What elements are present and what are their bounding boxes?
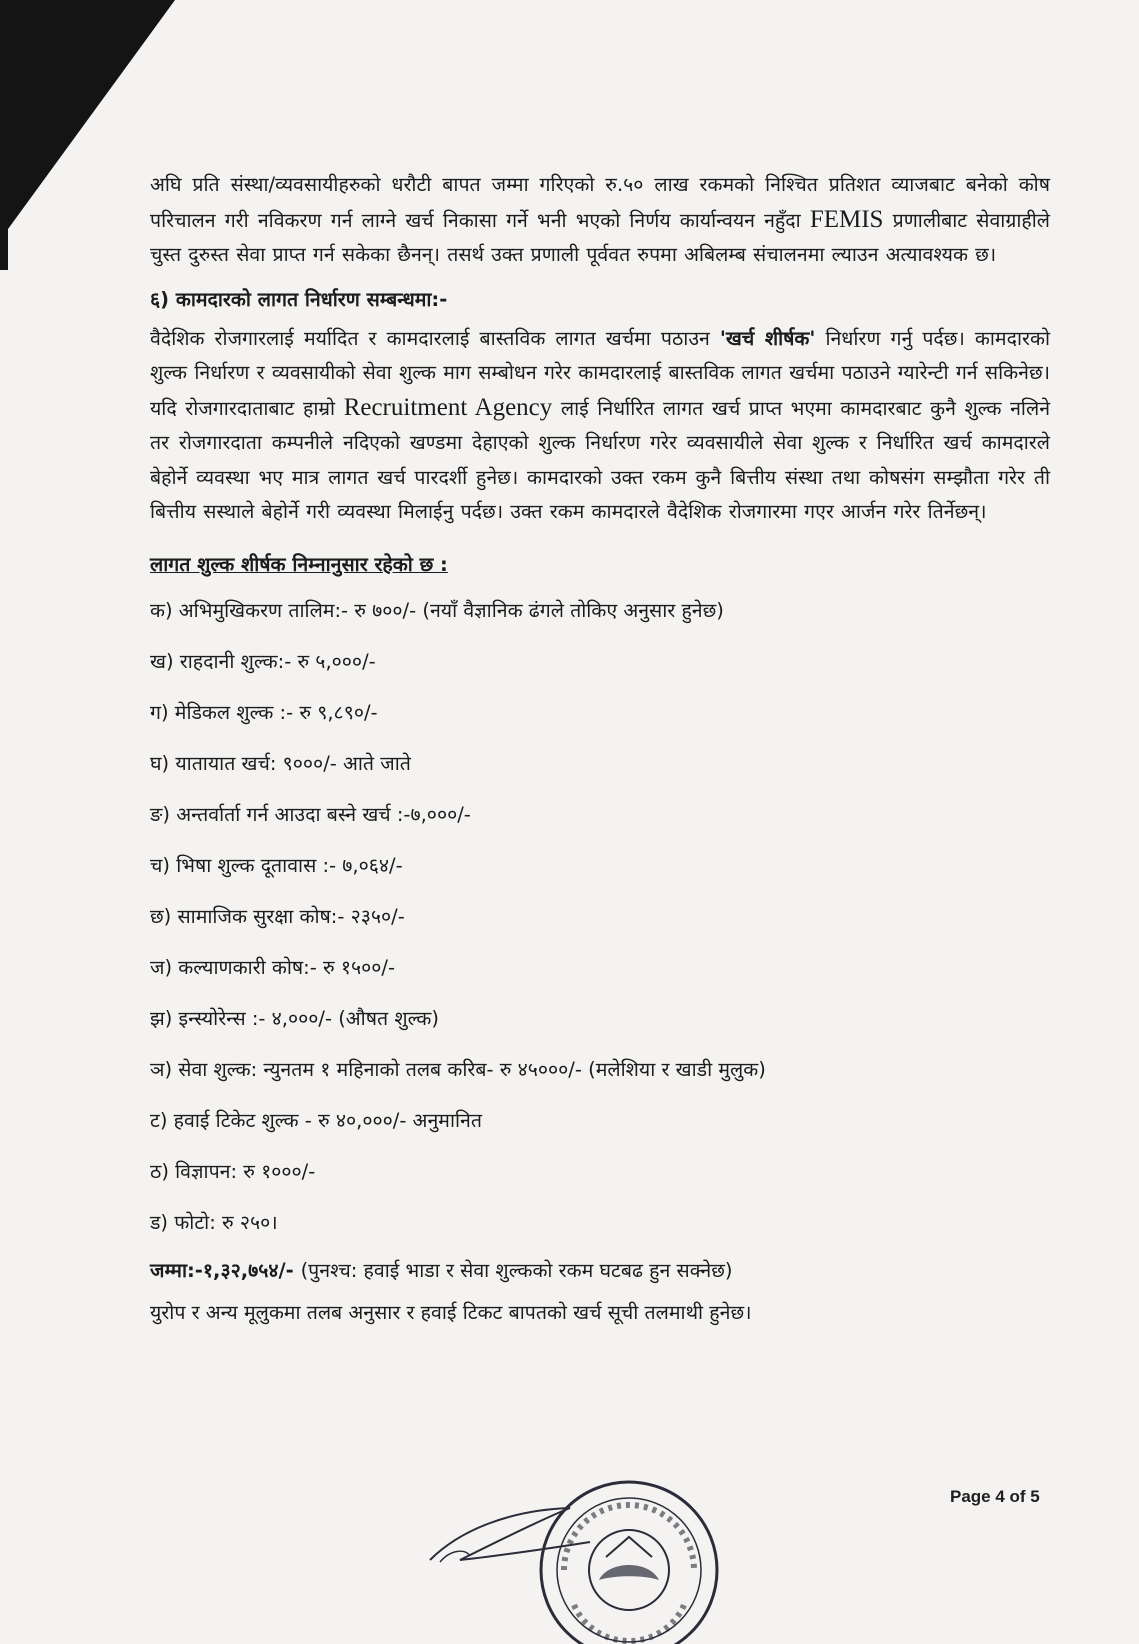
fee-item: क) अभिमुखिकरण तालिम:- रु ७००/- (नयाँ वैज्ञानिक ढंगले तोकिए अनुसार हुनेछ) bbox=[150, 598, 724, 622]
fee-item: ग) मेडिकल शुल्क :- रु ९,८९०/- bbox=[150, 700, 378, 724]
page-number: Page 4 of 5 bbox=[950, 1487, 1040, 1506]
section-text-2: निर्धारण गर्नु पर्दछ। कामदारको शुल्क निर्धारण र व्यवसायीको सेवा शुल्क माग सम्बोधन गरेर कामदारलाई बास्तविक लागत खर्चमा पठाउने ग्यारेन्टी गर्न सकिनेछ। यदि रोजगारदाताबाट हाम्रो bbox=[150, 326, 1050, 420]
total-line bbox=[150, 1250, 1050, 1292]
fee-item: ड) फोटो: रु २५०। bbox=[150, 1210, 278, 1234]
fee-item: ट) हवाई टिकेट शुल्क - रु ४०,०००/- अनुमानित bbox=[150, 1108, 482, 1132]
fee-item: ञ) सेवा शुल्क: न्युनतम १ महिनाको तलब करिब- रु ४५०००/- (मलेशिया र खाडी मुलुक) bbox=[150, 1057, 766, 1081]
section-bold-term: 'खर्च शीर्षक' bbox=[719, 326, 816, 350]
fee-list-title: लागत शुल्क शीर्षक निम्नानुसार रहेको छ : bbox=[150, 552, 448, 576]
total-note: (पुनश्च: हवाई भाडा र सेवा शुल्कको रकम घटबढ हुन सक्नेछ) bbox=[300, 1258, 733, 1282]
fee-item: घ) यातायात खर्च: ९०००/- आते जाते bbox=[150, 751, 411, 775]
fee-item: झ) इन्स्योरेन्स :- ४,०००/- (औषत शुल्क) bbox=[150, 1006, 439, 1030]
document-page bbox=[150, 168, 1050, 1334]
fee-item: ठ) विज्ञापन: रु १०००/- bbox=[150, 1159, 316, 1183]
fee-item: ज) कल्याणकारी कोष:- रु १५००/- bbox=[150, 955, 396, 979]
scan-edge-shadow bbox=[0, 200, 8, 270]
section-paragraph bbox=[150, 322, 1050, 530]
closing-note: युरोप र अन्य मूलुकमा तलब अनुसार र हवाई टिकट बापतको खर्च सूची तलमाथी हुनेछ। bbox=[150, 1300, 752, 1324]
section-text-3: लाई निर्धारित लागत खर्च प्राप्त भएमा कामदारबाट कुनै शुल्क नलिने तर रोजगारदाता कम्पनीले नदिएको खण्डमा देहाएको शुल्क निर्धारण गरेर व्यवसायीले सेवा शुल्क र निर्धारित खर्च कामदारले बेहोर्ने व्यवस्था भए मात्र लागत खर्च पारदर्शी हुनेछ। कामदारको उक्त रकम कुनै बित्तीय संस्था तथा कोषसंग सम्झौता गरेर ती बित्तीय सस्थाले बेहोर्ने गरी व्यवस्था मिलाईनु पर्दछ। उक्त रकम कामदारले वैदेशिक रोजगारमा गएर आर्जन गरेर तिर्नेछन्। bbox=[150, 396, 1051, 523]
fee-list bbox=[150, 585, 1050, 1248]
total-amount: जम्मा:-१,३२,७५४/- bbox=[150, 1258, 294, 1282]
section-heading: ६) कामदारको लागत निर्धारण सम्बन्धमा:- bbox=[150, 287, 448, 311]
intro-text: अघि प्रति संस्था/व्यवसायीहरुको धरौटी बापत जम्मा गरिएको रु.५० लाख रकमको निश्चित प्रतिशत व्याजबाट बनेको कोष परिचालन गरी नविकरण गर्न लाग्ने खर्च निकासा गर्ने भनी भएको निर्णय कार्यान्वयन नहुँदा bbox=[150, 173, 1050, 232]
official-stamp-icon bbox=[534, 1475, 724, 1644]
scan-corner-shadow bbox=[0, 0, 175, 240]
fee-item: च) भिषा शुल्क दूतावास :- ७,०६४/- bbox=[150, 853, 403, 877]
fee-item: छ) सामाजिक सुरक्षा कोष:- २३५०/- bbox=[150, 904, 405, 928]
intro-text-end: प्रणालीबाट सेवाग्राहीले चुस्त दुरुस्त सेवा प्राप्त गर्न सकेका छैनन्। तसर्थ उक्त प्रणाली पूर्ववत रुपमा अबिलम्ब संचालनमा ल्याउन अत्यावश्यक छ। bbox=[150, 208, 1051, 266]
section-latin-term: Recruitment Agency bbox=[343, 393, 553, 421]
fee-item: ख) राहदानी शुल्क:- रु ५,०००/- bbox=[150, 649, 376, 673]
fee-item: ङ) अन्तर्वार्ता गर्न आउदा बस्ने खर्च :-७,०००/- bbox=[150, 802, 471, 826]
intro-paragraph bbox=[150, 168, 1050, 273]
intro-latin-term: FEMIS bbox=[809, 205, 884, 233]
section-text-1: वैदेशिक रोजगारलाई मर्यादित र कामदारलाई बास्तविक लागत खर्चमा पठाउन bbox=[150, 326, 710, 350]
